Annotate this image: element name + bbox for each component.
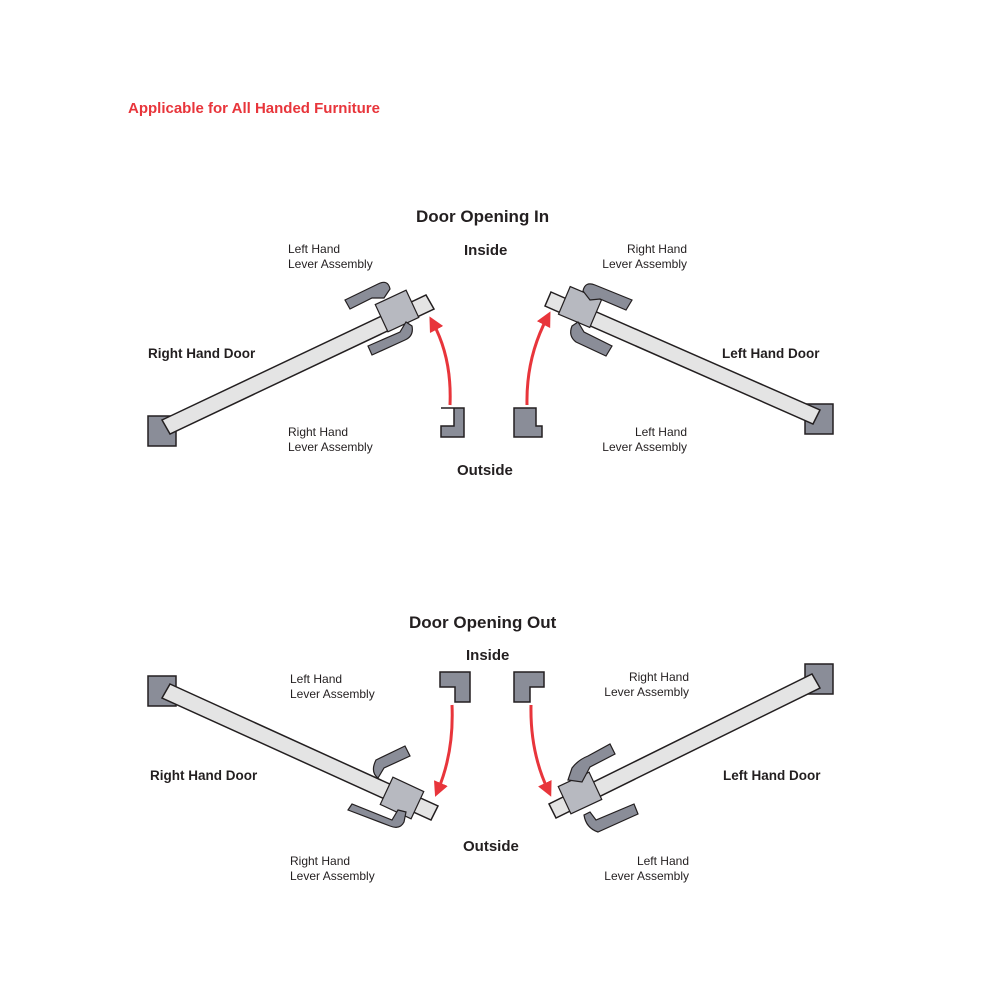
bl-lever-label-top: Right Hand Lever Assembly	[288, 425, 373, 454]
frame-stop-icon	[514, 672, 544, 702]
frame-stop-icon	[440, 672, 470, 702]
left-hand-door-label-top: Left Hand Door	[722, 346, 820, 361]
applicable-banner: Applicable for All Handed Furniture	[128, 100, 380, 117]
frame-stop-icon	[514, 408, 542, 437]
bl-lever-label-bottom: Right Hand Lever Assembly	[290, 854, 375, 883]
right-hand-door-label-bottom: Right Hand Door	[150, 768, 258, 783]
door-opening-in-diagram	[148, 282, 833, 446]
outside-label-bottom: Outside	[463, 838, 519, 855]
tl-lever-label-top: Left Hand Lever Assembly	[288, 242, 373, 271]
door-opening-out-title: Door Opening Out	[409, 613, 557, 632]
frame-stop-icon	[441, 408, 464, 437]
lever-handle-icon	[373, 746, 410, 778]
swing-arrow-icon	[531, 705, 548, 790]
tl-lever-label-bottom: Left Hand Lever Assembly	[290, 672, 375, 701]
inside-label-bottom: Inside	[466, 647, 510, 664]
right-hand-door-label-top: Right Hand Door	[148, 346, 256, 361]
tr-lever-label-bottom: Right Hand Lever Assembly	[604, 670, 689, 699]
br-lever-label-bottom: Left Hand Lever Assembly	[604, 854, 689, 883]
swing-arrow-icon	[438, 705, 452, 790]
outside-label-top: Outside	[457, 462, 513, 479]
br-lever-label-top: Left Hand Lever Assembly	[602, 425, 687, 454]
left-hand-door-out	[549, 664, 833, 832]
door-opening-in-title: Door Opening In	[416, 207, 550, 226]
inside-label-top: Inside	[464, 242, 508, 259]
left-hand-door-label-bottom: Left Hand Door	[723, 768, 821, 783]
lever-handle-icon	[584, 804, 638, 832]
tr-lever-label-top: Right Hand Lever Assembly	[602, 242, 687, 271]
door-opening-out-diagram	[148, 664, 833, 832]
right-hand-door-in	[148, 282, 434, 446]
swing-arrow-icon	[527, 318, 547, 405]
swing-arrow-icon	[433, 323, 450, 405]
